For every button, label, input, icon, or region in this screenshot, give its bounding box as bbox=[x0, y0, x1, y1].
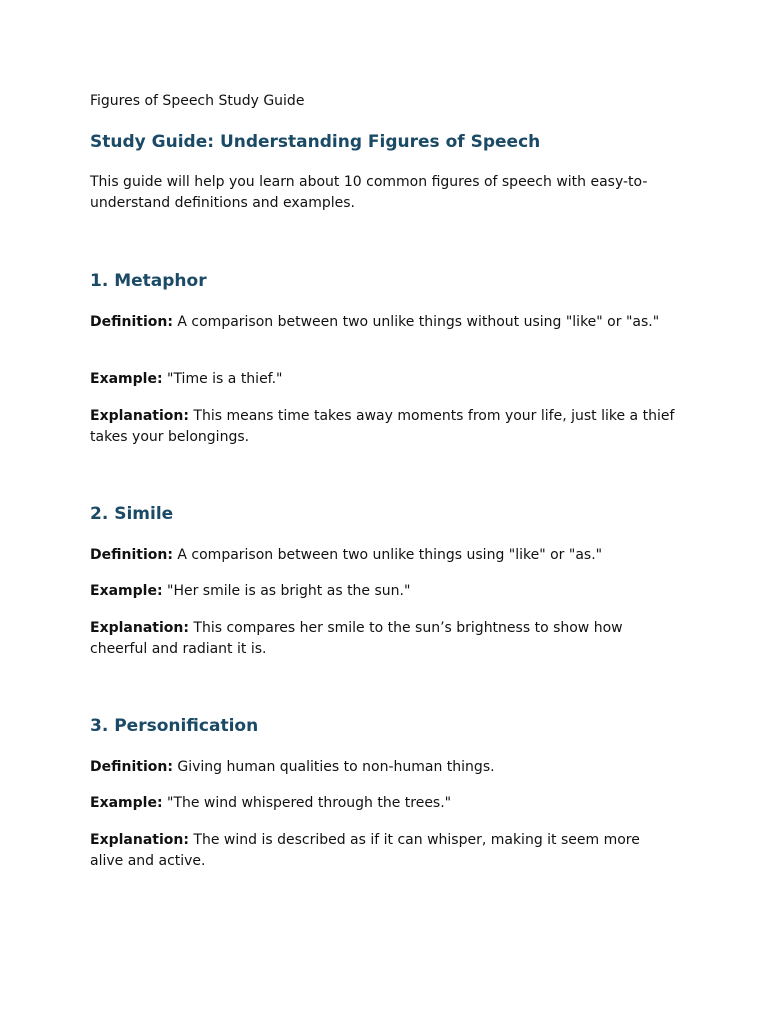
section-personification bbox=[90, 715, 675, 869]
example-paragraph bbox=[90, 369, 675, 390]
definition-text: A comparison between two unlike things without using "like" or "as." bbox=[177, 314, 660, 330]
definition-paragraph bbox=[90, 757, 675, 778]
explanation-label: Explanation: bbox=[90, 832, 189, 848]
explanation-text: This means time takes away moments from your life, just like a thief takes your belongings. bbox=[90, 408, 675, 445]
main-heading: Study Guide: Understanding Figures of Speech bbox=[90, 132, 541, 152]
example-label: Example: bbox=[90, 583, 163, 599]
section-heading: 1. Metaphor bbox=[90, 271, 207, 291]
example-label: Example: bbox=[90, 371, 163, 387]
definition-label: Definition: bbox=[90, 314, 173, 330]
section-heading: 3. Personification bbox=[90, 716, 259, 736]
explanation-label: Explanation: bbox=[90, 620, 189, 636]
explanation-paragraph bbox=[90, 618, 675, 660]
explanation-text: The wind is described as if it can whisper, making it seem more alive and active. bbox=[90, 832, 640, 869]
example-paragraph bbox=[90, 581, 675, 602]
definition-paragraph bbox=[90, 312, 675, 333]
example-label: Example: bbox=[90, 795, 163, 811]
explanation-paragraph bbox=[90, 830, 675, 872]
section-heading: 2. Simile bbox=[90, 504, 174, 524]
explanation-text: This compares her smile to the sun’s brightness to show how cheerful and radiant it is. bbox=[90, 620, 623, 657]
definition-text: A comparison between two unlike things using "like" or "as." bbox=[177, 547, 603, 563]
example-text: "Her smile is as bright as the sun." bbox=[167, 583, 411, 599]
definition-text: Giving human qualities to non-human things. bbox=[177, 759, 495, 775]
explanation-label: Explanation: bbox=[90, 408, 189, 424]
intro-paragraph: This guide will help you learn about 10 common figures of speech with easy-to-understand definitions and examples. bbox=[90, 174, 648, 211]
example-text: "Time is a thief." bbox=[167, 371, 283, 387]
section-metaphor bbox=[90, 270, 675, 445]
example-text: "The wind whispered through the trees." bbox=[167, 795, 452, 811]
definition-label: Definition: bbox=[90, 547, 173, 563]
definition-label: Definition: bbox=[90, 759, 173, 775]
definition-paragraph bbox=[90, 545, 675, 566]
document-title: Figures of Speech Study Guide bbox=[90, 93, 305, 109]
section-simile bbox=[90, 503, 675, 657]
explanation-paragraph bbox=[90, 406, 675, 448]
example-paragraph bbox=[90, 793, 675, 814]
